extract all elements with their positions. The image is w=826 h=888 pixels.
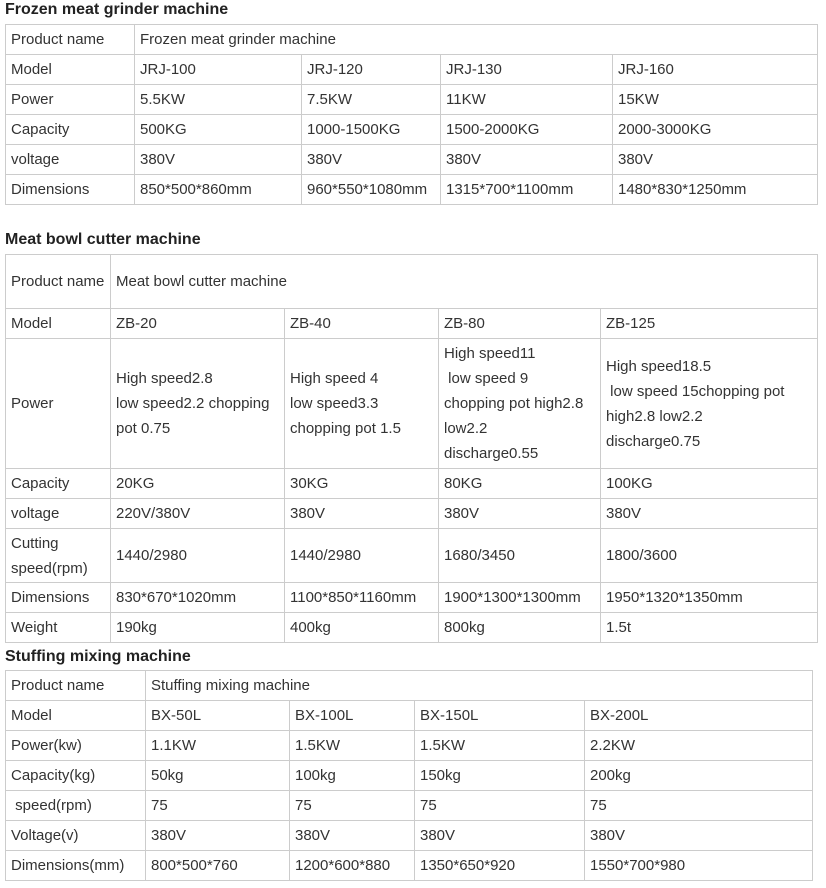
table-cell: 380V <box>439 499 601 529</box>
table-row <box>6 145 818 175</box>
table-cell: 380V <box>601 499 818 529</box>
table-cell: 200kg <box>585 761 813 791</box>
table-cell: 1.5KW <box>290 731 415 761</box>
table-cell: 1480*830*1250mm <box>613 175 818 205</box>
table-cell: BX-50L <box>146 701 290 731</box>
row-label: Cutting speed(rpm) <box>6 529 111 583</box>
table-cell: 380V <box>290 821 415 851</box>
table-cell: 80KG <box>439 469 601 499</box>
table-cell: 1500-2000KG <box>441 115 613 145</box>
table-cell: 1950*1320*1350mm <box>601 583 818 613</box>
table-cell: 1800/3600 <box>601 529 818 583</box>
table-row <box>6 851 813 881</box>
table-row <box>6 175 818 205</box>
table-cell: 11KW <box>441 85 613 115</box>
row-label: Voltage(v) <box>6 821 146 851</box>
row-label: Weight <box>6 613 111 643</box>
table-cell: 850*500*860mm <box>135 175 302 205</box>
row-label: voltage <box>6 499 111 529</box>
table-cell: BX-150L <box>415 701 585 731</box>
table-cell: 400kg <box>285 613 439 643</box>
row-label: Product name <box>6 671 146 701</box>
table-cell: High speed 4 low speed3.3 chopping pot 1.5 <box>285 339 439 469</box>
table-cell: 1200*600*880 <box>290 851 415 881</box>
table-row <box>6 85 818 115</box>
table-row <box>6 791 813 821</box>
table-row <box>6 255 818 309</box>
section-title: Stuffing mixing machine <box>5 648 191 665</box>
table-cell: 830*670*1020mm <box>111 583 285 613</box>
row-label: Capacity <box>6 115 135 145</box>
table-cell: 380V <box>415 821 585 851</box>
table-cell: 75 <box>415 791 585 821</box>
table-cell: 75 <box>585 791 813 821</box>
table-cell: 380V <box>285 499 439 529</box>
table-row <box>6 25 818 55</box>
table-row <box>6 55 818 85</box>
row-label: Dimensions <box>6 583 111 613</box>
table-cell: BX-200L <box>585 701 813 731</box>
table-cell: 1.1KW <box>146 731 290 761</box>
product-name-value: Frozen meat grinder machine <box>135 25 818 55</box>
table-cell: 2.2KW <box>585 731 813 761</box>
table-row <box>6 499 818 529</box>
row-label: Power(kw) <box>6 731 146 761</box>
table-cell: 1900*1300*1300mm <box>439 583 601 613</box>
table-cell: 190kg <box>111 613 285 643</box>
product-name-value: Meat bowl cutter machine <box>111 255 818 309</box>
table-row <box>6 613 818 643</box>
row-label: Model <box>6 309 111 339</box>
table-cell: 50kg <box>146 761 290 791</box>
table-row <box>6 671 813 701</box>
table-cell: 100KG <box>601 469 818 499</box>
table-row <box>6 821 813 851</box>
table-cell: 380V <box>585 821 813 851</box>
table-row <box>6 761 813 791</box>
section-title: Frozen meat grinder machine <box>5 1 229 18</box>
row-label: Power <box>6 85 135 115</box>
row-label: Dimensions(mm) <box>6 851 146 881</box>
row-label: Product name <box>6 25 135 55</box>
row-label: Model <box>6 55 135 85</box>
spec-table-stuffing-mixing <box>5 670 813 881</box>
row-label: Capacity <box>6 469 111 499</box>
table-cell: ZB-20 <box>111 309 285 339</box>
table-row <box>6 529 818 583</box>
table-cell: 380V <box>302 145 441 175</box>
table-cell: 7.5KW <box>302 85 441 115</box>
table-cell: 220V/380V <box>111 499 285 529</box>
table-cell: 500KG <box>135 115 302 145</box>
table-cell: 1.5t <box>601 613 818 643</box>
product-name-value: Stuffing mixing machine <box>146 671 813 701</box>
table-cell: 1440/2980 <box>285 529 439 583</box>
table-cell: 2000-3000KG <box>613 115 818 145</box>
table-cell: 380V <box>441 145 613 175</box>
table-cell: 800*500*760 <box>146 851 290 881</box>
table-cell: 1000-1500KG <box>302 115 441 145</box>
table-cell: High speed11 low speed 9 chopping pot high2.8 low2.2 discharge0.55 <box>439 339 601 469</box>
table-cell: JRJ-130 <box>441 55 613 85</box>
table-cell: 1440/2980 <box>111 529 285 583</box>
row-label: Capacity(kg) <box>6 761 146 791</box>
table-row <box>6 731 813 761</box>
table-cell: 100kg <box>290 761 415 791</box>
table-cell: 1550*700*980 <box>585 851 813 881</box>
table-row <box>6 309 818 339</box>
row-label: Model <box>6 701 146 731</box>
section-title: Meat bowl cutter machine <box>5 231 201 248</box>
table-cell: JRJ-160 <box>613 55 818 85</box>
table-row <box>6 701 813 731</box>
table-cell: 30KG <box>285 469 439 499</box>
row-label: speed(rpm) <box>6 791 146 821</box>
table-cell: 800kg <box>439 613 601 643</box>
table-cell: 1350*650*920 <box>415 851 585 881</box>
table-row <box>6 115 818 145</box>
table-cell: 960*550*1080mm <box>302 175 441 205</box>
table-row <box>6 339 818 469</box>
table-cell: 15KW <box>613 85 818 115</box>
row-label: Power <box>6 339 111 469</box>
table-cell: 75 <box>146 791 290 821</box>
table-row <box>6 469 818 499</box>
table-cell: 150kg <box>415 761 585 791</box>
table-cell: ZB-40 <box>285 309 439 339</box>
table-cell: 1.5KW <box>415 731 585 761</box>
table-cell: ZB-125 <box>601 309 818 339</box>
table-cell: 1315*700*1100mm <box>441 175 613 205</box>
table-cell: High speed2.8 low speed2.2 chopping pot 0.75 <box>111 339 285 469</box>
table-cell: 75 <box>290 791 415 821</box>
row-label: Product name <box>6 255 111 309</box>
table-cell: 380V <box>135 145 302 175</box>
row-label: voltage <box>6 145 135 175</box>
table-cell: 20KG <box>111 469 285 499</box>
spec-table-meat-bowl-cutter <box>5 254 818 643</box>
table-cell: 380V <box>146 821 290 851</box>
table-cell: JRJ-120 <box>302 55 441 85</box>
table-cell: JRJ-100 <box>135 55 302 85</box>
table-cell: 5.5KW <box>135 85 302 115</box>
table-cell: 1100*850*1160mm <box>285 583 439 613</box>
spec-table-frozen-meat-grinder <box>5 24 818 205</box>
table-cell: 1680/3450 <box>439 529 601 583</box>
row-label: Dimensions <box>6 175 135 205</box>
table-cell: ZB-80 <box>439 309 601 339</box>
table-cell: BX-100L <box>290 701 415 731</box>
table-cell: High speed18.5 low speed 15chopping pot high2.8 low2.2 discharge0.75 <box>601 339 818 469</box>
table-cell: 380V <box>613 145 818 175</box>
table-row <box>6 583 818 613</box>
